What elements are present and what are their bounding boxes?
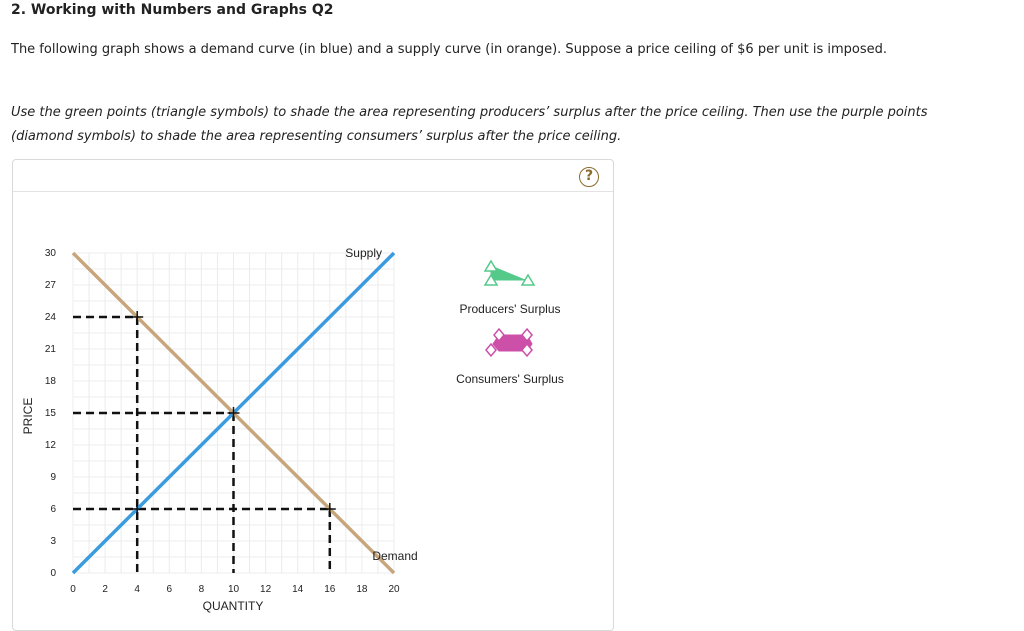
y-tick-label: 9 bbox=[50, 472, 56, 483]
y-tick-label: 3 bbox=[50, 536, 56, 547]
x-tick-label: 14 bbox=[292, 584, 304, 595]
y-tick-label: 24 bbox=[44, 312, 56, 323]
series-labels bbox=[345, 246, 417, 563]
question-description: The following graph shows a demand curve (in blue) and a supply curve (in orange). Suppose a price ceiling of $6 per unit is imposed. bbox=[11, 42, 888, 57]
demand-label: Demand bbox=[372, 549, 418, 563]
y-tick-label: 12 bbox=[44, 440, 56, 451]
y-axis-label: PRICE bbox=[21, 397, 35, 435]
question-instructions: Use the green points (triangle symbols) to shade the area representing producers’ surplus after the price ceiling. Then use the purple points (diamond symbols) to shade the area representing consumers’ surplus after the price ceiling. bbox=[11, 105, 928, 144]
y-tick-label: 18 bbox=[44, 376, 56, 387]
x-tick-label: 20 bbox=[388, 584, 400, 595]
y-tick-label: 6 bbox=[50, 504, 56, 515]
x-tick-label: 4 bbox=[134, 584, 140, 595]
consumers-surplus-label: Consumers' Surplus bbox=[456, 372, 564, 386]
x-tick-label: 2 bbox=[102, 584, 108, 595]
y-tick-label: 15 bbox=[44, 408, 56, 419]
x-tick-label: 10 bbox=[227, 584, 240, 595]
y-tick-label: 27 bbox=[44, 280, 56, 291]
supply-label: Supply bbox=[345, 246, 382, 260]
help-icon[interactable]: ? bbox=[579, 167, 599, 187]
consumers-surplus-tool[interactable] bbox=[486, 329, 532, 356]
x-axis-label: QUANTITY bbox=[202, 599, 264, 613]
x-tick-label: 8 bbox=[198, 584, 205, 595]
x-tick-label: 6 bbox=[166, 584, 173, 595]
x-tick-label: 12 bbox=[260, 584, 272, 595]
producers-surplus-tool[interactable] bbox=[485, 261, 534, 285]
triangle-point-icon[interactable] bbox=[485, 261, 497, 271]
producers-surplus-label: Producers' Surplus bbox=[459, 302, 561, 316]
y-tick-label: 30 bbox=[44, 248, 56, 259]
x-tick-label: 18 bbox=[356, 584, 368, 595]
y-tick-label: 21 bbox=[44, 344, 56, 355]
y-tick-label: 0 bbox=[50, 568, 56, 579]
x-tick-label: 0 bbox=[70, 584, 76, 595]
x-tick-label: 16 bbox=[324, 584, 336, 595]
question-title: 2. Working with Numbers and Graphs Q2 bbox=[11, 2, 334, 18]
